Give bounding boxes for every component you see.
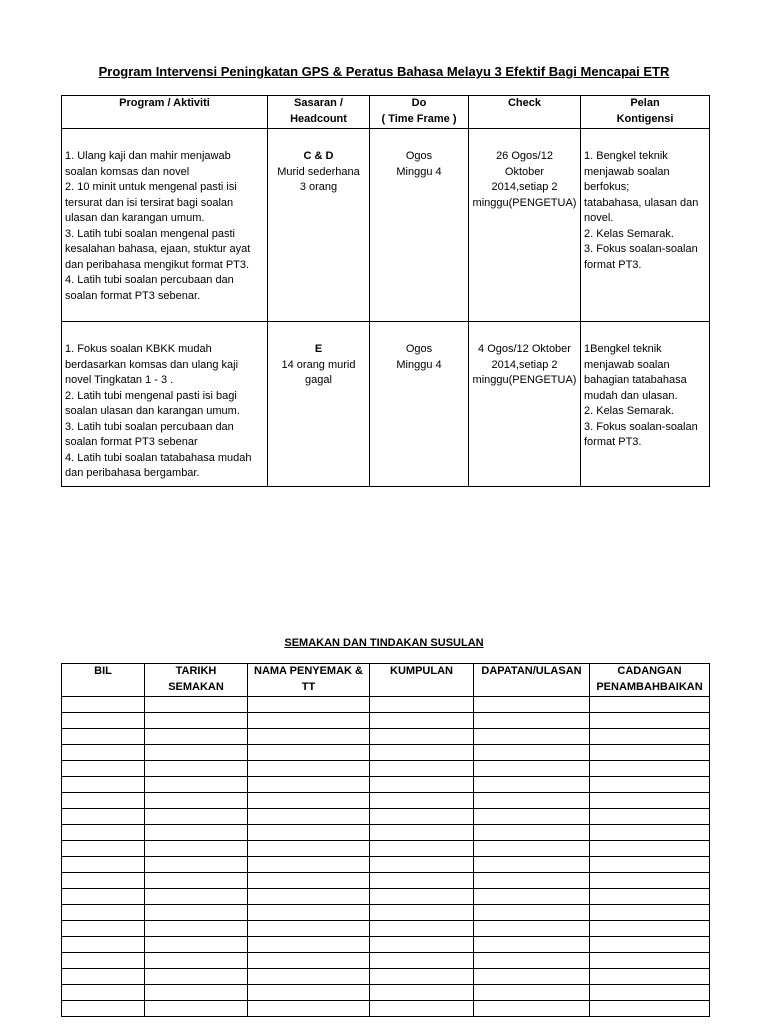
empty-cell	[248, 905, 370, 921]
section-title: SEMAKAN DAN TINDAKAN SUSULAN	[284, 637, 484, 649]
target-desc: Murid sederhana 3 orang	[277, 165, 360, 193]
empty-cell	[62, 905, 145, 921]
empty-cell	[474, 953, 590, 969]
empty-cell	[248, 857, 370, 873]
table-row	[62, 825, 710, 841]
target-desc: 14 orang murid gagal	[281, 358, 356, 386]
header-target: Sasaran / Headcount	[268, 96, 370, 129]
empty-cell	[248, 697, 370, 713]
empty-cell	[590, 1001, 710, 1017]
empty-cell	[590, 777, 710, 793]
empty-cell	[145, 889, 248, 905]
empty-cell	[590, 793, 710, 809]
empty-cell	[145, 793, 248, 809]
header-date: TARIKH SEMAKAN	[145, 664, 248, 697]
empty-cell	[62, 841, 145, 857]
empty-cell	[145, 1001, 248, 1017]
header-contingency: Pelan Kontigensi	[581, 96, 710, 129]
table-row	[62, 857, 710, 873]
empty-cell	[590, 889, 710, 905]
empty-cell	[248, 873, 370, 889]
empty-cell	[590, 745, 710, 761]
check-cell: 4 Ogos/12 Oktober 2014,setiap 2 minggu(PENGETUA)	[469, 322, 581, 487]
empty-cell	[62, 713, 145, 729]
table-row	[62, 953, 710, 969]
table-row	[62, 969, 710, 985]
review-table	[61, 663, 710, 1017]
empty-cell	[248, 729, 370, 745]
empty-cell	[474, 937, 590, 953]
empty-cell	[474, 905, 590, 921]
empty-cell	[590, 825, 710, 841]
empty-cell	[62, 969, 145, 985]
empty-cell	[590, 729, 710, 745]
empty-cell	[590, 953, 710, 969]
empty-cell	[370, 793, 474, 809]
empty-cell	[370, 857, 474, 873]
empty-cell	[474, 873, 590, 889]
empty-cell	[62, 777, 145, 793]
empty-cell	[370, 713, 474, 729]
empty-cell	[145, 937, 248, 953]
empty-cell	[590, 857, 710, 873]
empty-cell	[474, 841, 590, 857]
table-row	[62, 937, 710, 953]
empty-cell	[145, 713, 248, 729]
empty-cell	[248, 809, 370, 825]
empty-cell	[62, 793, 145, 809]
table-row	[62, 841, 710, 857]
empty-cell	[370, 745, 474, 761]
target-code: C & D	[303, 150, 334, 162]
empty-cell	[590, 905, 710, 921]
empty-cell	[62, 761, 145, 777]
empty-cell	[370, 905, 474, 921]
contingency-cell: 1. Bengkel teknik menjawab soalan berfokus; tatabahasa, ulasan dan novel. 2. Kelas Semarak. 3. Fokus soalan-soalan format PT3.	[581, 129, 710, 322]
table-row	[62, 761, 710, 777]
empty-cell	[248, 825, 370, 841]
empty-cell	[474, 761, 590, 777]
empty-cell	[370, 969, 474, 985]
empty-cell	[62, 697, 145, 713]
empty-cell	[145, 857, 248, 873]
empty-cell	[62, 873, 145, 889]
empty-cell	[590, 761, 710, 777]
empty-cell	[62, 889, 145, 905]
empty-cell	[145, 921, 248, 937]
empty-cell	[145, 953, 248, 969]
table-row	[62, 905, 710, 921]
empty-cell	[62, 825, 145, 841]
empty-cell	[474, 857, 590, 873]
empty-cell	[474, 809, 590, 825]
program-cell: 1. Ulang kaji dan mahir menjawab soalan komsas dan novel 2. 10 minit untuk mengenal pasti isi tersurat dan isi tersirat bagi soalan ulasan dan karangan umum. 3. Latih tubi soalan mengenal pasti kesalahan bahasa, ejaan, stuktur ayat dan peribahasa mengikut format PT3. 4. Latih tubi soalan percubaan dan soalan format PT3 sebenar.	[62, 129, 268, 322]
table-row	[62, 921, 710, 937]
target-cell	[268, 322, 370, 487]
header-suggestions: CADANGAN PENAMBAHBAIKAN	[590, 664, 710, 697]
empty-cell	[145, 841, 248, 857]
empty-cell	[474, 697, 590, 713]
empty-cell	[370, 985, 474, 1001]
empty-cell	[474, 985, 590, 1001]
empty-cell	[145, 825, 248, 841]
intervention-plan-table	[61, 95, 710, 487]
empty-cell	[474, 921, 590, 937]
empty-cell	[62, 921, 145, 937]
empty-cell	[248, 889, 370, 905]
empty-cell	[370, 841, 474, 857]
timeframe-cell: Ogos Minggu 4	[370, 129, 469, 322]
table-row	[62, 777, 710, 793]
table-row	[62, 713, 710, 729]
table-row	[62, 729, 710, 745]
empty-cell	[62, 745, 145, 761]
contingency-cell: 1Bengkel teknik menjawab soalan bahagian tatabahasa mudah dan ulasan. 2. Kelas Semarak. 3. Fokus soalan-soalan format PT3.	[581, 322, 710, 487]
empty-cell	[62, 953, 145, 969]
empty-cell	[474, 713, 590, 729]
empty-cell	[62, 857, 145, 873]
header-timeframe: Do ( Time Frame )	[370, 96, 469, 129]
empty-cell	[590, 969, 710, 985]
empty-cell	[145, 809, 248, 825]
empty-cell	[145, 729, 248, 745]
empty-cell	[145, 873, 248, 889]
empty-cell	[248, 1001, 370, 1017]
empty-cell	[248, 745, 370, 761]
empty-cell	[370, 873, 474, 889]
empty-cell	[370, 937, 474, 953]
empty-cell	[62, 937, 145, 953]
target-code: E	[314, 343, 323, 355]
empty-cell	[474, 1001, 590, 1017]
empty-cell	[248, 713, 370, 729]
empty-cell	[248, 921, 370, 937]
empty-cell	[145, 745, 248, 761]
table-row	[62, 809, 710, 825]
empty-cell	[474, 729, 590, 745]
timeframe-cell: Ogos Minggu 4	[370, 322, 469, 487]
empty-cell	[474, 745, 590, 761]
table-row	[62, 129, 710, 322]
table-header-row	[62, 96, 710, 129]
empty-cell	[248, 793, 370, 809]
empty-cell	[370, 777, 474, 793]
empty-cell	[248, 953, 370, 969]
table-row	[62, 697, 710, 713]
empty-cell	[62, 1001, 145, 1017]
header-findings: DAPATAN/ULASAN	[474, 664, 590, 697]
empty-cell	[145, 985, 248, 1001]
empty-cell	[62, 809, 145, 825]
empty-cell	[370, 1001, 474, 1017]
empty-cell	[590, 921, 710, 937]
check-cell: 26 Ogos/12 Oktober 2014,setiap 2 minggu(PENGETUA)	[469, 129, 581, 322]
empty-cell	[474, 777, 590, 793]
empty-cell	[474, 825, 590, 841]
empty-cell	[248, 937, 370, 953]
table-row	[62, 793, 710, 809]
empty-cell	[370, 921, 474, 937]
header-reviewer: NAMA PENYEMAK & TT	[248, 664, 370, 697]
empty-cell	[590, 809, 710, 825]
empty-cell	[370, 729, 474, 745]
table-header-row	[62, 664, 710, 697]
target-cell	[268, 129, 370, 322]
empty-cell	[145, 969, 248, 985]
table-row	[62, 985, 710, 1001]
empty-cell	[248, 985, 370, 1001]
empty-cell	[474, 793, 590, 809]
empty-cell	[248, 841, 370, 857]
program-cell: 1. Fokus soalan KBKK mudah berdasarkan komsas dan ulang kaji novel Tingkatan 1 - 3 . 2. Latih tubi mengenal pasti isi bagi soalan ulasan dan karangan umum. 3. Latih tubi soalan percubaan dan soalan format PT3 sebenar 4. Latih tubi soalan tatabahasa mudah dan peribahasa bergambar.	[62, 322, 268, 487]
empty-cell	[590, 873, 710, 889]
table-row	[62, 873, 710, 889]
empty-cell	[590, 697, 710, 713]
empty-cell	[248, 777, 370, 793]
empty-cell	[370, 889, 474, 905]
empty-cell	[590, 713, 710, 729]
empty-cell	[370, 953, 474, 969]
header-program: Program / Aktiviti	[62, 96, 268, 129]
empty-cell	[370, 825, 474, 841]
empty-cell	[145, 905, 248, 921]
empty-cell	[474, 969, 590, 985]
page-title: Program Intervensi Peningkatan GPS & Peratus Bahasa Melayu 3 Efektif Bagi Mencapai ETR	[98, 64, 670, 79]
empty-cell	[248, 969, 370, 985]
empty-cell	[590, 985, 710, 1001]
empty-cell	[62, 729, 145, 745]
table-row	[62, 322, 710, 487]
table-row	[62, 745, 710, 761]
empty-cell	[145, 697, 248, 713]
header-bil: BIL	[62, 664, 145, 697]
empty-cell	[370, 697, 474, 713]
table-row	[62, 1001, 710, 1017]
header-check: Check	[469, 96, 581, 129]
empty-cell	[145, 761, 248, 777]
empty-cell	[590, 841, 710, 857]
empty-cell	[248, 761, 370, 777]
empty-cell	[62, 985, 145, 1001]
header-group: KUMPULAN	[370, 664, 474, 697]
empty-cell	[145, 777, 248, 793]
table-row	[62, 889, 710, 905]
empty-cell	[590, 937, 710, 953]
empty-cell	[474, 889, 590, 905]
empty-cell	[370, 809, 474, 825]
empty-cell	[370, 761, 474, 777]
